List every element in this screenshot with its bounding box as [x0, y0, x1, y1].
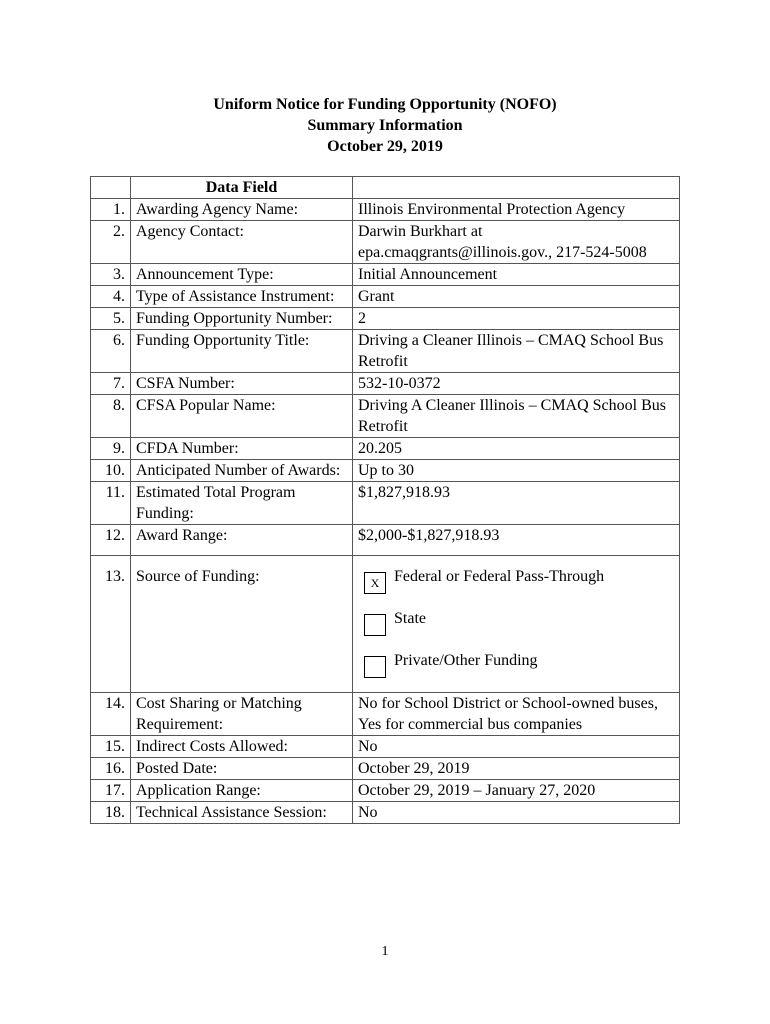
funding-option	[358, 608, 679, 650]
table-row-source-of-funding	[91, 556, 680, 693]
row-field: Posted Date:	[131, 758, 353, 780]
table-row	[91, 693, 680, 736]
table-row	[91, 308, 680, 330]
row-value: 2	[353, 308, 680, 330]
row-field: Funding Opportunity Title:	[131, 330, 353, 373]
funding-option	[358, 650, 679, 692]
row-value: Grant	[353, 286, 680, 308]
row-number: 17.	[91, 780, 131, 802]
row-value: Driving a Cleaner Illinois – CMAQ School Bus Retrofit	[353, 330, 680, 373]
table-header-row	[91, 177, 680, 199]
checkbox[interactable]: X	[364, 572, 386, 594]
row-value: Darwin Burkhart at epa.cmaqgrants@illinois.gov., 217-524-5008	[353, 221, 680, 264]
row-number: 2.	[91, 221, 131, 264]
row-number: 9.	[91, 438, 131, 460]
table-row	[91, 330, 680, 373]
row-field: CSFA Number:	[131, 373, 353, 395]
row-value: No	[353, 736, 680, 758]
row-value: Illinois Environmental Protection Agency	[353, 199, 680, 221]
row-number: 7.	[91, 373, 131, 395]
table-row	[91, 525, 680, 556]
row-field: Estimated Total Program Funding:	[131, 482, 353, 525]
row-field: Technical Assistance Session:	[131, 802, 353, 824]
row-value: October 29, 2019 – January 27, 2020	[353, 780, 680, 802]
table-body-after	[91, 693, 680, 824]
funding-option-label: Federal or Federal Pass-Through	[394, 568, 605, 585]
checkbox[interactable]	[364, 614, 386, 636]
funding-option-label: State	[394, 610, 426, 627]
table-body-before	[91, 199, 680, 556]
table-row	[91, 460, 680, 482]
header-value-cell	[353, 177, 680, 199]
funding-option-label: Private/Other Funding	[394, 652, 538, 669]
row-number: 13.	[91, 556, 131, 693]
row-field: Award Range:	[131, 525, 353, 556]
row-value: $1,827,918.93	[353, 482, 680, 525]
row-value: 20.205	[353, 438, 680, 460]
row-value: No	[353, 802, 680, 824]
row-field: Announcement Type:	[131, 264, 353, 286]
row-field: Agency Contact:	[131, 221, 353, 264]
row-value: 532-10-0372	[353, 373, 680, 395]
table-row	[91, 286, 680, 308]
column-header-data-field: Data Field	[131, 177, 353, 199]
row-field: Anticipated Number of Awards:	[131, 460, 353, 482]
row-number: 6.	[91, 330, 131, 373]
funding-option	[358, 566, 679, 608]
row-field: CFDA Number:	[131, 438, 353, 460]
row-field: CFSA Popular Name:	[131, 395, 353, 438]
row-number: 18.	[91, 802, 131, 824]
row-field: Source of Funding:	[131, 556, 353, 693]
row-number: 3.	[91, 264, 131, 286]
row-value: No for School District or School-owned buses, Yes for commercial bus companies	[353, 693, 680, 736]
row-field: Type of Assistance Instrument:	[131, 286, 353, 308]
table-row	[91, 758, 680, 780]
document-header	[0, 94, 770, 157]
row-value: Up to 30	[353, 460, 680, 482]
row-number: 11.	[91, 482, 131, 525]
row-field: Awarding Agency Name:	[131, 199, 353, 221]
table-row	[91, 264, 680, 286]
table-row	[91, 438, 680, 460]
table-row	[91, 373, 680, 395]
row-field: Application Range:	[131, 780, 353, 802]
table-row	[91, 199, 680, 221]
row-number: 8.	[91, 395, 131, 438]
row-number: 16.	[91, 758, 131, 780]
table-row	[91, 482, 680, 525]
row-number: 1.	[91, 199, 131, 221]
document-title: Uniform Notice for Funding Opportunity (NOFO)	[213, 96, 557, 113]
row-field: Indirect Costs Allowed:	[131, 736, 353, 758]
row-field: Cost Sharing or Matching Requirement:	[131, 693, 353, 736]
nofo-summary-table	[90, 176, 680, 824]
header-num-cell	[91, 177, 131, 199]
table-row	[91, 802, 680, 824]
row-field: Funding Opportunity Number:	[131, 308, 353, 330]
row-value: Initial Announcement	[353, 264, 680, 286]
table-row	[91, 395, 680, 438]
row-number: 5.	[91, 308, 131, 330]
row-number: 12.	[91, 525, 131, 556]
checkbox[interactable]	[364, 656, 386, 678]
row-number: 10.	[91, 460, 131, 482]
page-number: 1	[381, 944, 389, 959]
table-row	[91, 780, 680, 802]
document-date: October 29, 2019	[327, 138, 443, 155]
source-of-funding-options	[353, 556, 680, 693]
row-number: 4.	[91, 286, 131, 308]
row-value: October 29, 2019	[353, 758, 680, 780]
row-value: Driving A Cleaner Illinois – CMAQ School Bus Retrofit	[353, 395, 680, 438]
document-subtitle: Summary Information	[307, 117, 463, 134]
table-row	[91, 736, 680, 758]
table-row	[91, 221, 680, 264]
row-value: $2,000-$1,827,918.93	[353, 525, 680, 556]
row-number: 14.	[91, 693, 131, 736]
row-number: 15.	[91, 736, 131, 758]
